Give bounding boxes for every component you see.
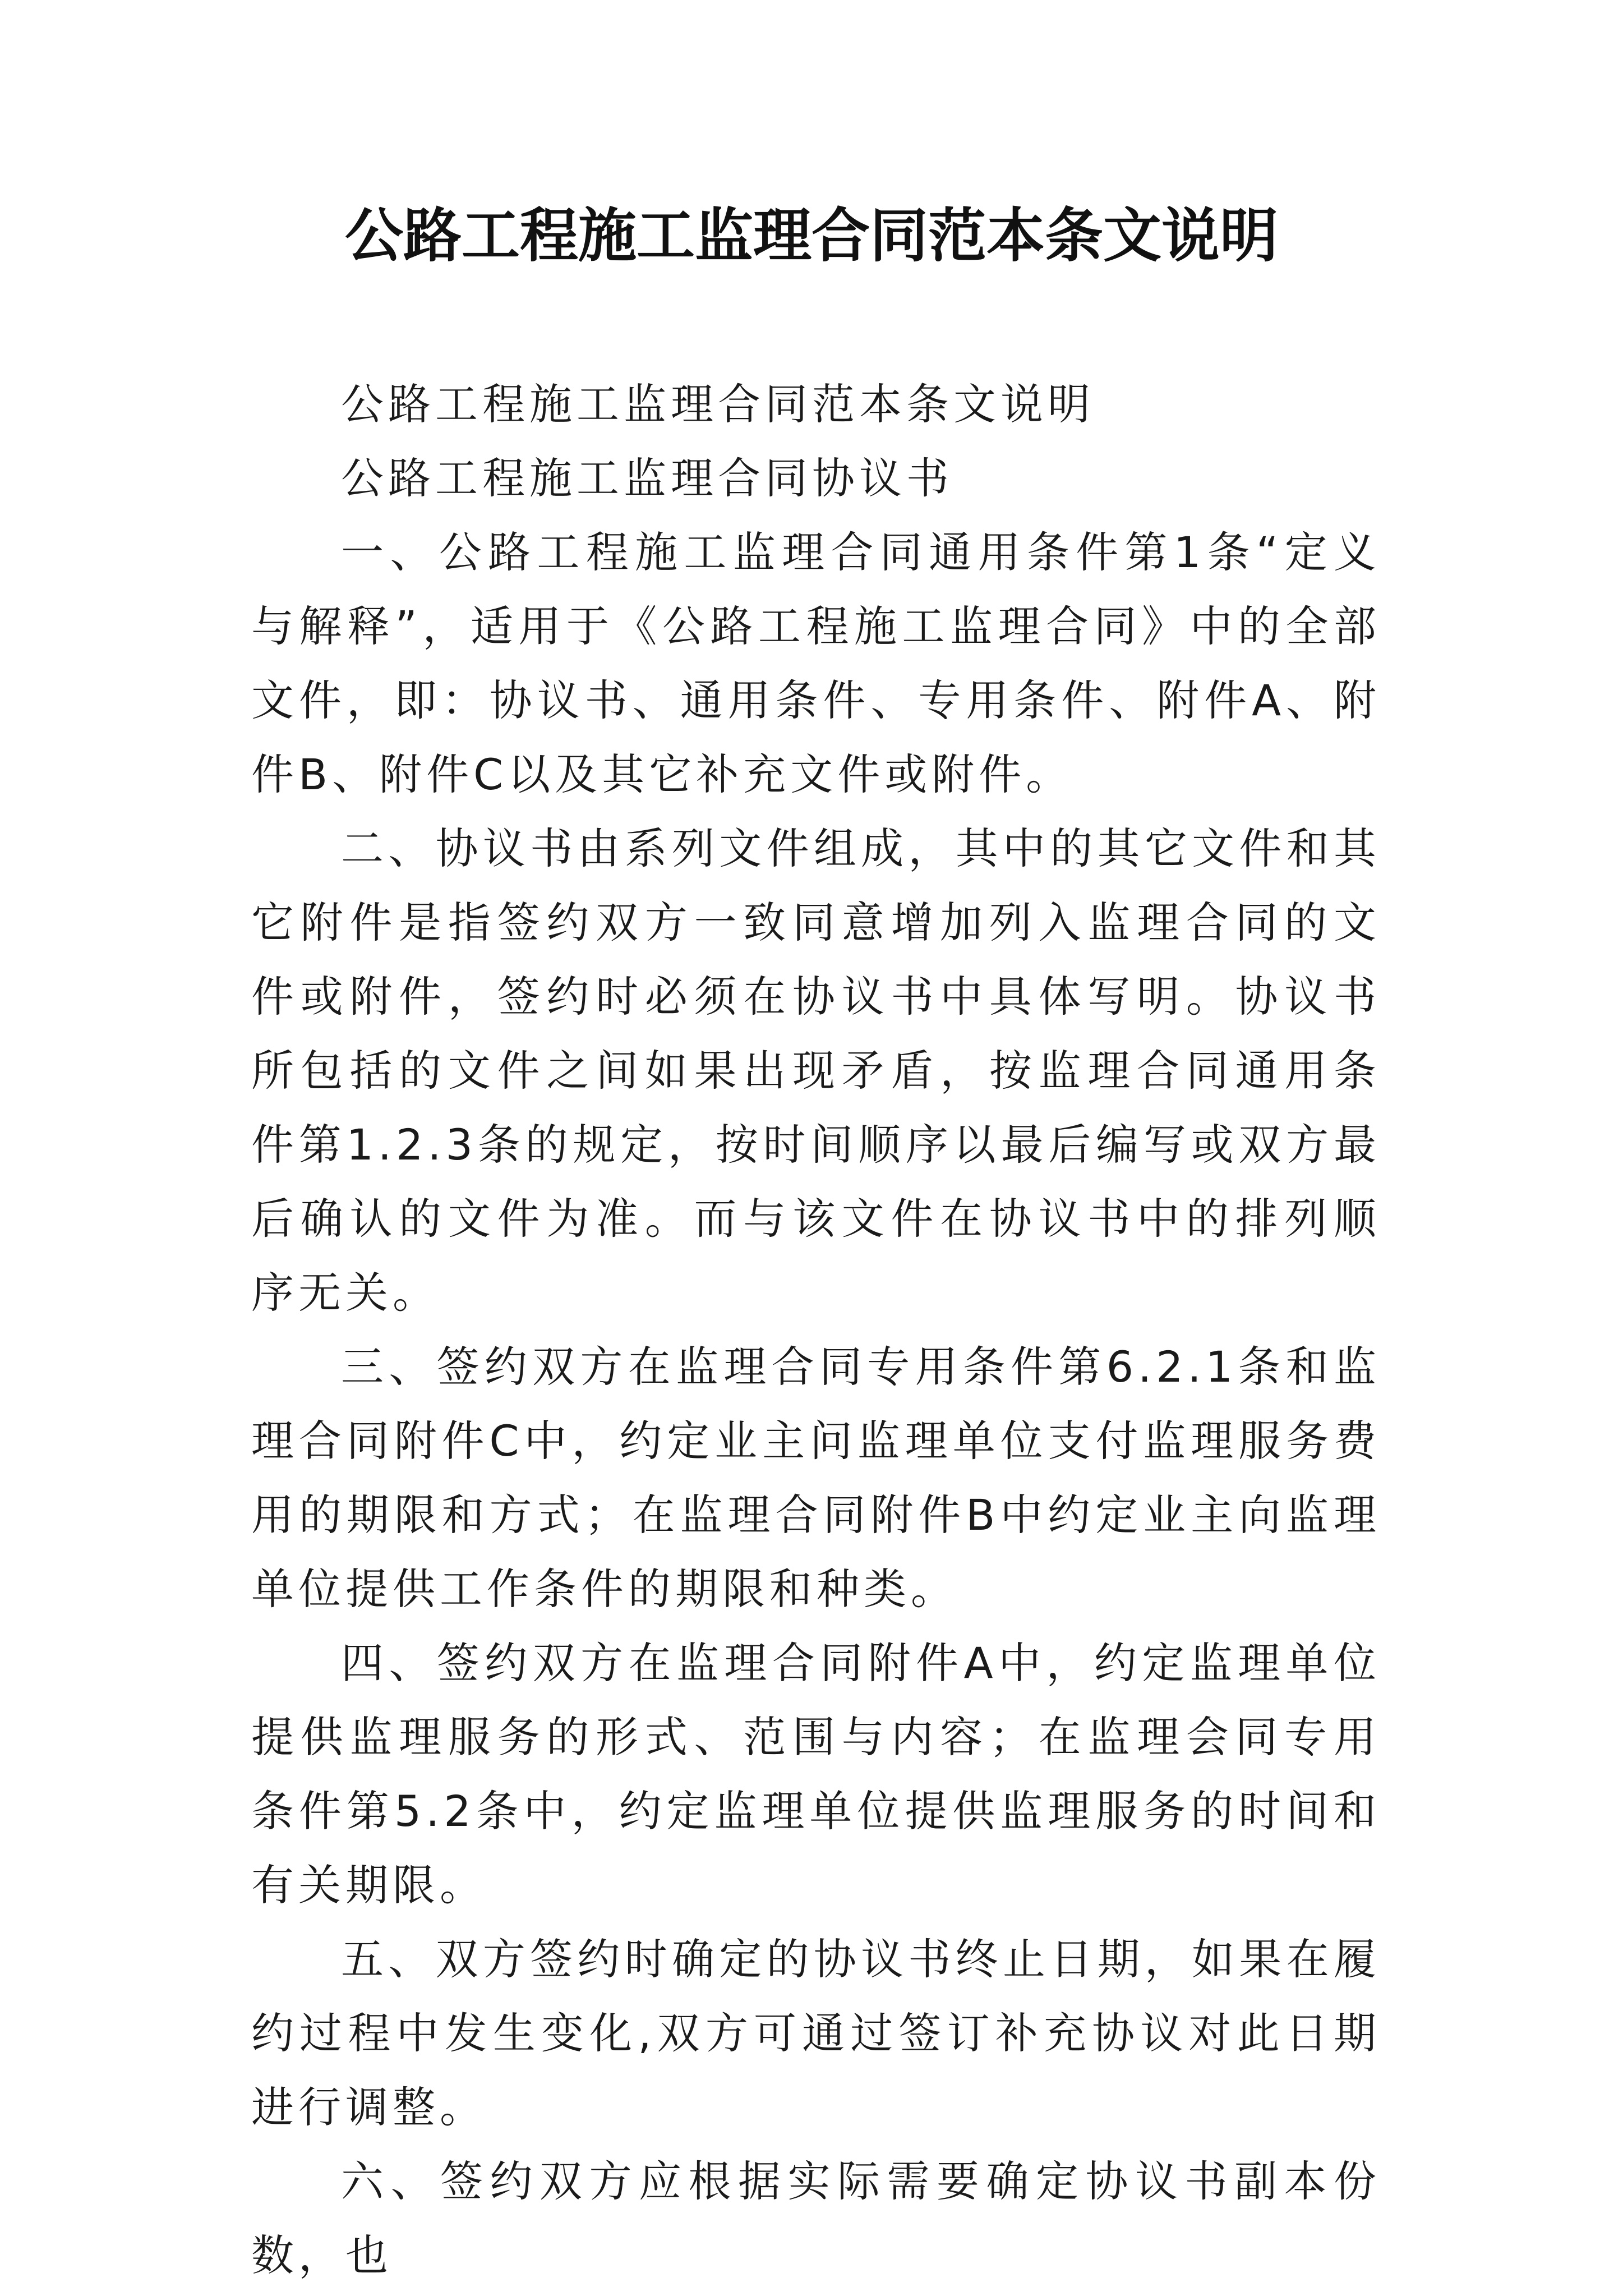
paragraph: 一、公路工程施工监理合同通用条件第1条“定义与解释”，适用于《公路工程施工监理合同》中的全部文件，即：协议书、通用条件、专用条件、附件A、附件B、附件C以及其它补充文件或附件。 xyxy=(251,527,1381,799)
paragraph: 六、签约双方应根据实际需要确定协议书副本份数，也 xyxy=(251,2156,1381,2280)
paragraph: 三、签约双方在监理合同专用条件第6.2.1条和监理合同附件C中，约定业主问监理单位支付监理服务费用的期限和方式；在监理合同附件B中约定业主向监理单位提供工作条件的期限和种类。 xyxy=(251,1342,1381,1614)
paragraph: 二、协议书由系列文件组成，其中的其它文件和其它附件是指签约双方一致同意增加列入监理合同的文件或附件，签约时必须在协议书中具体写明。协议书所包括的文件之间如果出现矛盾，按监理合同通用条件第1.2.3条的规定，按时间顺序以最后编写或双方最后确认的文件为准。而与该文件在协议书中的排列顺序无关。 xyxy=(251,823,1381,1318)
paragraph: 公路工程施工监理合同范本条文说明 xyxy=(341,379,1095,429)
document-body xyxy=(251,367,1381,2293)
paragraph: 五、双方签约时确定的协议书终止日期，如果在履约过程中发生变化,双方可通过签订补充协议对此日期进行调整。 xyxy=(251,1934,1381,2132)
paragraph: 公路工程施工监理合同协议书 xyxy=(341,453,953,503)
document-title: 公路工程施工监理合同范本条文说明 xyxy=(344,201,1278,270)
paragraph: 四、签约双方在监理合同附件A中，约定监理单位提供监理服务的形式、范围与内容；在监理会同专用条件第5.2条中，约定监理单位提供监理服务的时间和有关期限。 xyxy=(251,1638,1381,1910)
